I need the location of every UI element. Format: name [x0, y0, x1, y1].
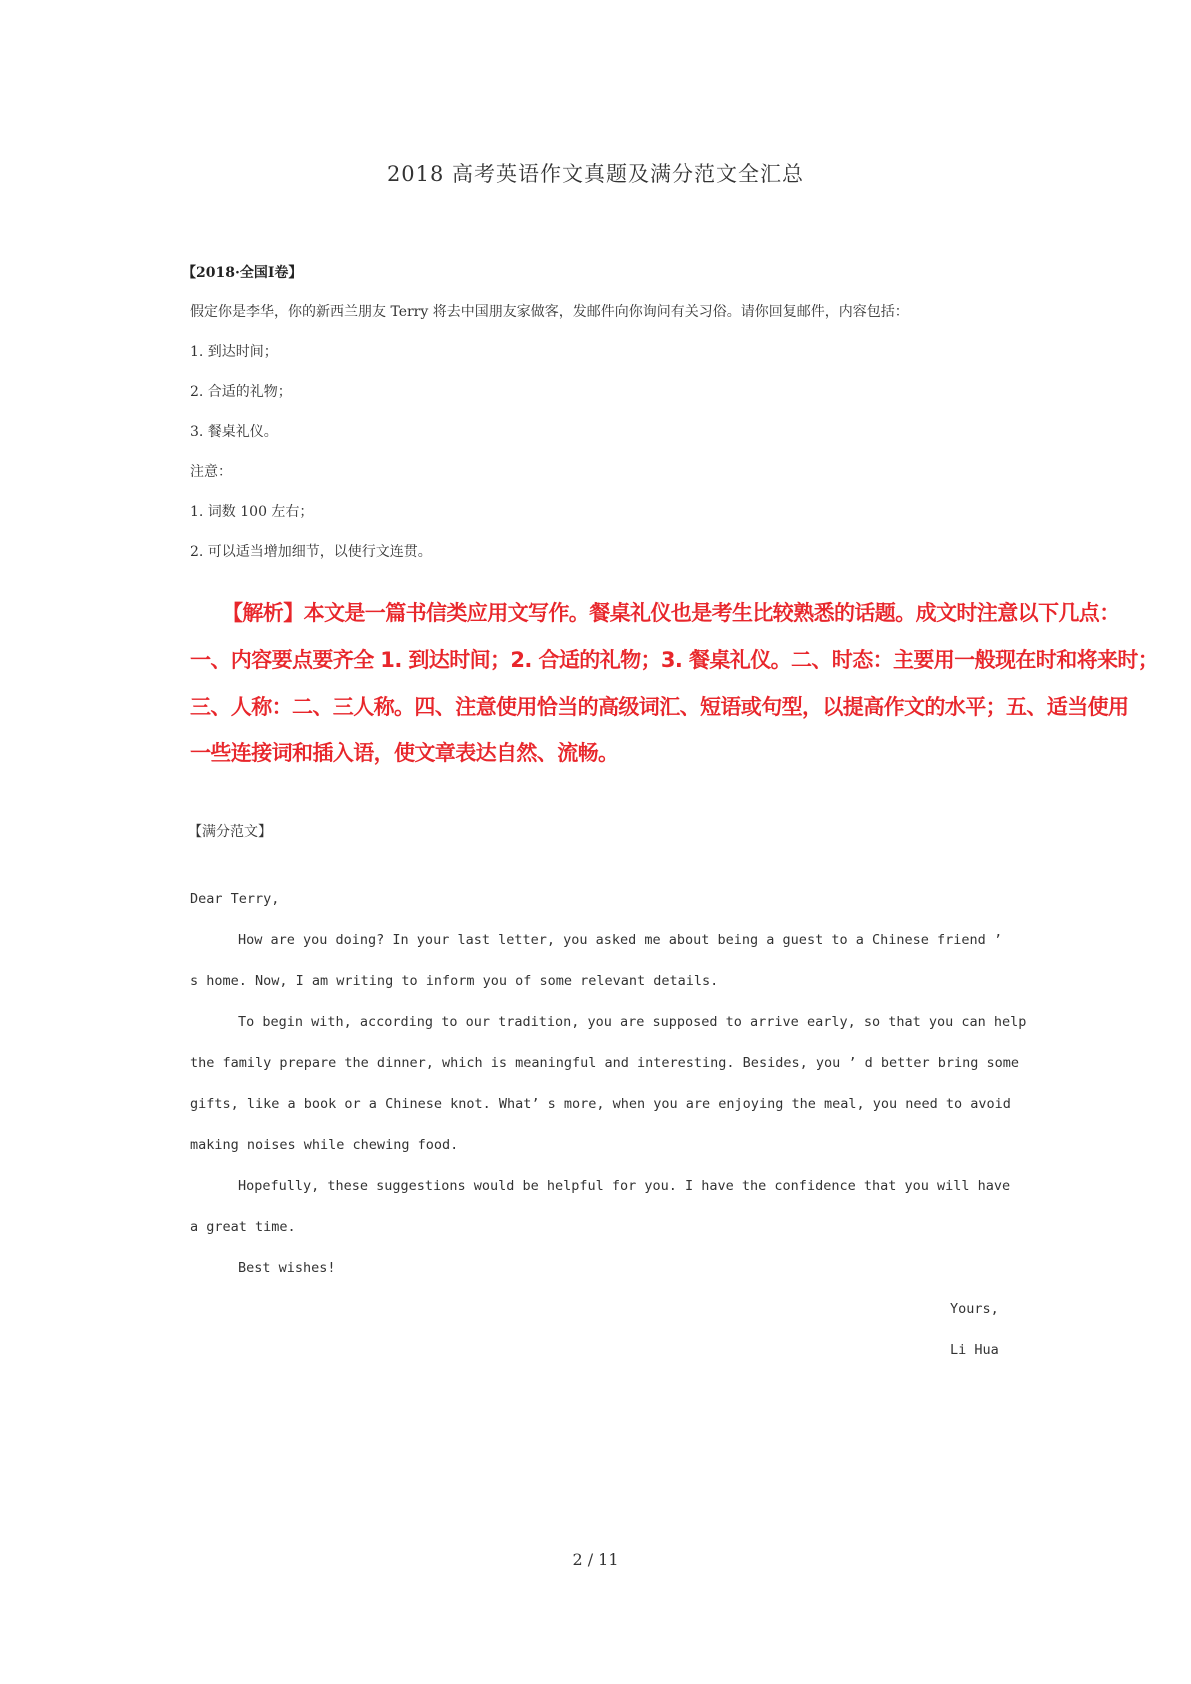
task-item-3: 3. 餐桌礼仪。 [190, 424, 278, 440]
analysis-line-3: 三、人称：二、三人称。四、注意使用恰当的高级词汇、短语或句型，以提高作文的水平；五、适当使用 [190, 695, 1129, 719]
letter-line-6: making noises while chewing food. [190, 1137, 459, 1153]
section-label: 【2018·全国Ⅰ卷】 [182, 265, 303, 281]
model-label: 【满分范文】 [188, 824, 272, 840]
letter-sign-off: Best wishes! [238, 1260, 336, 1276]
task-item-2: 2. 合适的礼物； [190, 384, 292, 400]
analysis-line-1: 【解析】本文是一篇书信类应用文写作。餐桌礼仪也是考生比较熟悉的话题。成文时注意以下几点： [222, 601, 1120, 625]
notes-label: 注意： [190, 464, 232, 480]
letter-line-7: Hopefully, these suggestions would be helpful for you. I have the confidence that you will have [238, 1178, 1011, 1194]
page-number: 2 / 11 [572, 1550, 619, 1569]
letter-line-8: a great time. [190, 1219, 296, 1235]
note-1: 1. 词数 100 左右； [190, 504, 314, 520]
letter-line-2: s home. Now, I am writing to inform you of some relevant details. [190, 973, 719, 989]
note-2: 2. 可以适当增加细节，以使行文连贯。 [190, 544, 432, 560]
letter-line-4: the family prepare the dinner, which is meaningful and interesting. Besides, you ’ d better bring some [190, 1055, 1020, 1071]
letter-greeting: Dear Terry, [190, 891, 280, 907]
analysis-line-4: 一些连接词和插入语，使文章表达自然、流畅。 [190, 741, 619, 765]
task-prompt: 假定你是李华，你的新西兰朋友 Terry 将去中国朋友家做客，发邮件向你询问有关习俗。请你回复邮件，内容包括： [190, 304, 909, 320]
letter-line-1: How are you doing? In your last letter, you asked me about being a guest to a Chinese friend ’ [238, 932, 1003, 948]
letter-line-5: gifts, like a book or a Chinese knot. What’ s more, when you are enjoying the meal, you need to avoid [190, 1096, 1011, 1112]
page-title: 2018 高考英语作文真题及满分范文全汇总 [386, 162, 805, 186]
task-item-1: 1. 到达时间； [190, 344, 278, 360]
letter-signature: Li Hua [950, 1342, 999, 1358]
letter-closing: Yours, [950, 1301, 999, 1317]
letter-line-3: To begin with, according to our tradition, you are supposed to arrive early, so that you can help [238, 1014, 1027, 1030]
analysis-line-2: 一、内容要点要齐全 1. 到达时间；2. 合适的礼物；3. 餐桌礼仪。二、时态：主要用一般现在时和将来时； [190, 648, 1159, 672]
